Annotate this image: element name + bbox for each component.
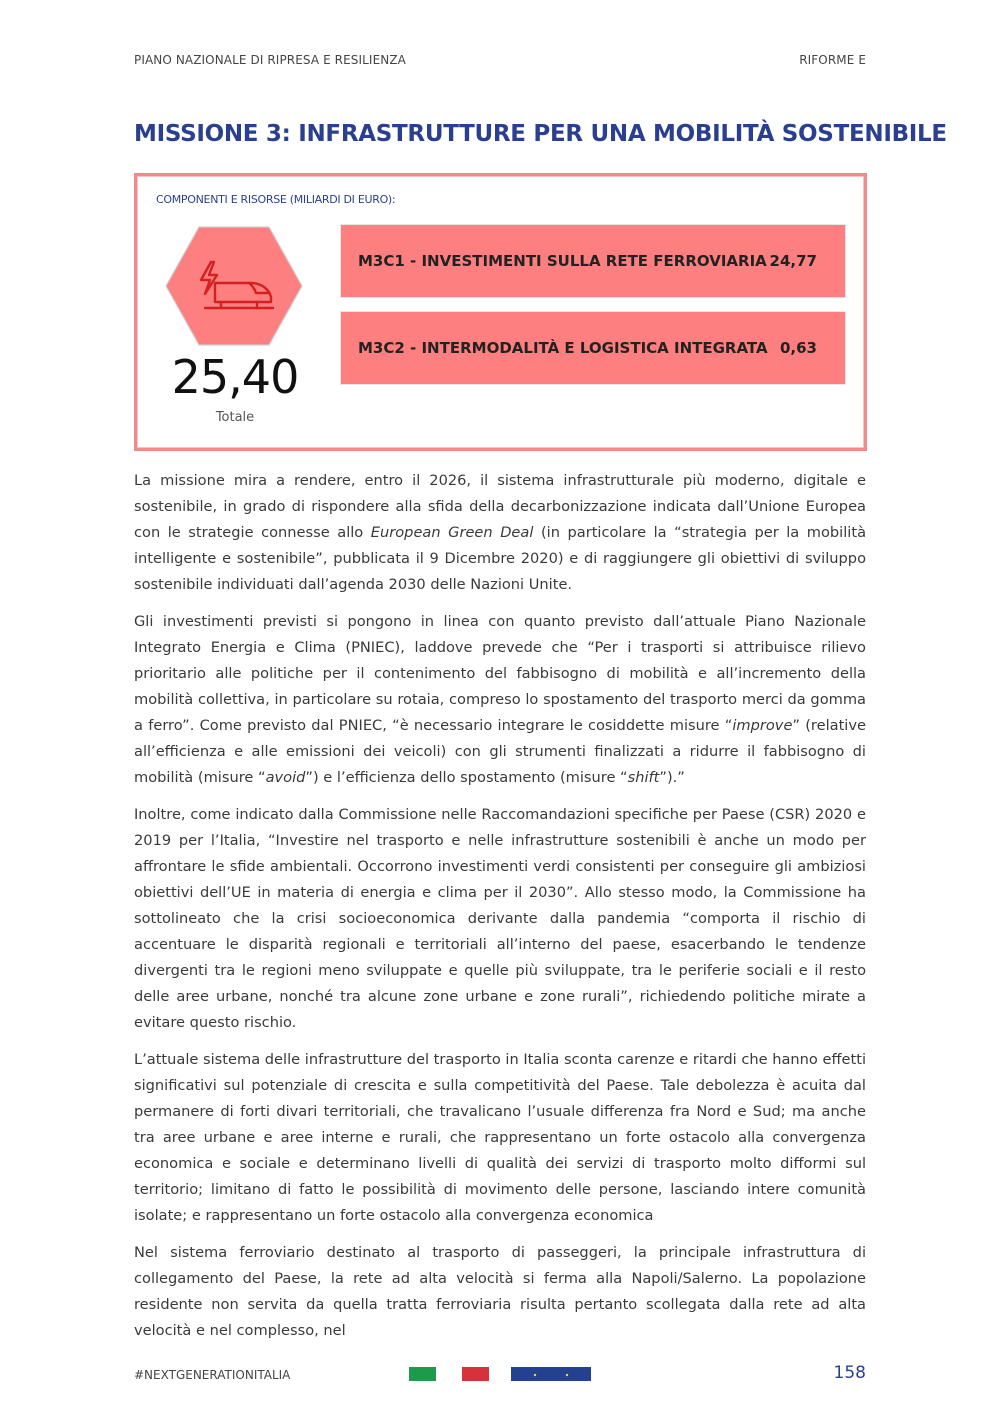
paragraph: La missione mira a rendere, entro il 2026, il sistema infrastrutturale più moderno, digitale e sostenibile, in grado di rispondere alla sfida della decarbonizzazione indicata dall’Unione Europea con le strategie connesse allo European Green Deal (in particolare la “strategia per la mobilità intelligente e sostenibile”, pubblicata il 9 Dicembre 2020) e di raggiungere gli obiettivi di sviluppo sostenibile individuati dall’agenda 2030 delle Nazioni Unite.: [134, 472, 867, 593]
paragraph: Inoltre, come indicato dalla Commissione nelle Raccomandazioni specifiche per Paese (CSR) 2020 e 2019 per l’Italia, “Investire nel trasporto e nelle infrastrutture sostenibili è anche un modo per affrontare le sfide ambientali. Occorrono investimenti verdi consistenti per conseguire gli ambiziosi obiettivi dell’UE in materia di energia e clima per il 2030”. Allo stesso modo, la Commissione ha sottolineato che la crisi socioeconomica derivante dalla pandemia “comporta il rischio di accentuare le disparità regionali e territoriali all’interno del paese, esacerbando le tendenze divergenti tra le regioni meno sviluppate e quelle più sviluppate, tra le periferie sociali e il resto delle aree urbane, nonché tra alcune zone urbane e zone rurali”, richiedendo politiche mirate a evitare questo rischio.: [134, 806, 866, 1031]
resources-box: [134, 173, 867, 451]
footer-hashtag: #NEXTGENERATIONITALIA: [134, 1368, 291, 1382]
component-name: M3C2 - INTERMODALITÀ E LOGISTICA INTEGRATA: [358, 339, 768, 357]
resources-heading: COMPONENTI E RISORSE (MILIARDI DI EURO):: [156, 193, 396, 206]
electric-train-icon: [165, 226, 303, 346]
total-value: 25,40: [171, 350, 299, 404]
component-value: 0,63: [779, 339, 817, 357]
component-m3c1: [340, 224, 846, 298]
component-m3c2: [340, 311, 846, 385]
component-value: 24,77: [769, 252, 817, 270]
total-label: Totale: [215, 410, 255, 425]
italy-flag-green-icon: [409, 1367, 436, 1381]
paragraph: Gli investimenti previsti si pongono in linea con quanto previsto dall’attuale Piano Nazionale Integrato Energia e Clima (PNIEC), laddove prevede che “Per i trasporti si attribuisce rilievo prioritario alle politiche per il contenimento del fabbisogno di mobilità e all’incremento della mobilità collettiva, in particolare su rotaia, compreso lo spostamento del trasporto merci da gomma a ferro”. Come previsto dal PNIEC, “è necessario integrare le cosiddette misure “improve” (relative all’efficienza e alle emissioni dei veicoli) con gli strumenti finalizzati a ridurre il fabbisogno di mobilità (misure “avoid”) e l’efficienza dello spostamento (misure “shift”).”: [134, 613, 866, 786]
page-title: MISSIONE 3: INFRASTRUTTURE PER UNA MOBILITÀ SOSTENIBILE: [134, 121, 947, 147]
eu-flag-icon: [511, 1367, 591, 1381]
component-name: M3C1 - INVESTIMENTI SULLA RETE FERROVIARIA: [358, 252, 767, 270]
italy-flag-red-icon: [462, 1367, 489, 1381]
paragraph: L’attuale sistema delle infrastrutture del trasporto in Italia sconta carenze e ritardi che hanno effetti significativi sul potenziale di crescita e sulla competitività del Paese. Tale debolezza è acuita dal permanere di forti divari territoriali, che travalicano l’usuale differenza fra Nord e Sud; ma anche tra aree urbane e aree interne e rurali, che rappresentano un forte ostacolo alla convergenza economica e sociale e determinano livelli di qualità dei servizi di trasporto molto difformi sul territorio; limitano di fatto le possibilità di movimento delle persone, lasciando intere comunità isolate; e rappresentano un forte ostacolo alla convergenza economica: [134, 1051, 866, 1224]
body-text: [134, 468, 866, 1355]
header-document-title: PIANO NAZIONALE DI RIPRESA E RESILIENZA: [134, 53, 406, 67]
header-section: RIFORME E: [799, 53, 866, 67]
page-number: 158: [833, 1363, 866, 1383]
paragraph: Nel sistema ferroviario destinato al trasporto di passeggeri, la principale infrastruttura di collegamento del Paese, la rete ad alta velocità si ferma alla Napoli/Salerno. La popolazione residente non servita da quella tratta ferroviaria risulta pertanto scollegata dalla rete ad alta velocità e nel complesso, nel: [134, 1244, 866, 1339]
